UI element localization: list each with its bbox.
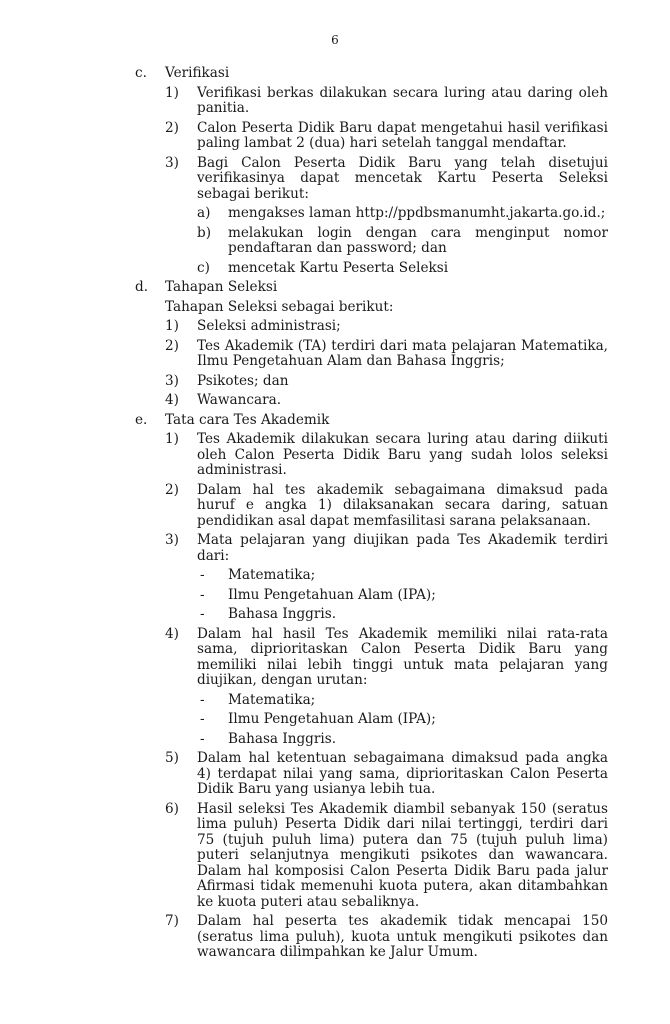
item-text: Seleksi administrasi;: [197, 318, 341, 334]
dash-item-text: Bahasa Inggris.: [228, 730, 337, 747]
item-number: 1): [165, 84, 179, 101]
section-title: Tahapan Seleksi: [165, 279, 278, 295]
section-title: Verifikasi: [165, 65, 230, 81]
section-d: [0, 280, 670, 409]
sub-item: [0, 226, 608, 257]
list-item: [0, 802, 608, 911]
item-text: Psikotes; dan: [197, 372, 289, 389]
item-number: 2): [165, 337, 179, 354]
item-number: 7): [165, 913, 179, 929]
item-number: 4): [165, 625, 179, 642]
item-text: Dalam hal ketentuan sebagaimana dimaksud pada angka 4) terdapat nilai yang sama, diprioritaskan Calon Peserta Didik Baru yang usianya lebih tua.: [197, 750, 608, 797]
dash-item-text: Ilmu Pengetahuan Alam (IPA);: [228, 711, 436, 727]
dash-mark: -: [200, 711, 205, 727]
item-text: Mata pelajaran yang diujikan pada Tes Akademik terdiri dari:: [197, 532, 608, 564]
item-text: Calon Peserta Didik Baru dapat mengetahui hasil verifikasi paling lambat 2 (dua) hari setelah tanggal mendaftar.: [197, 119, 608, 151]
list-item: [0, 533, 608, 564]
section-intro: Tahapan Seleksi sebagai berikut:: [165, 298, 394, 315]
dash-item: [0, 732, 608, 748]
dash-item-text: Bahasa Inggris.: [228, 606, 337, 622]
dash-mark: -: [200, 606, 205, 622]
item-text: Hasil seleksi Tes Akademik diambil sebanyak 150 (seratus lima puluh) Peserta Didik dari nilai tertinggi, terdiri dari 75 (tujuh puluh lima) putera dan 75 (tujuh puluh lima) puteri selanjutnya mengikuti psikotes dan wawancara. Dalam hal komposisi Calon Peserta Didik Baru pada jalur Afirmasi tidak memenuhi kuota putera, akan ditambahkan ke kuota puteri atau sebaliknya.: [197, 800, 608, 910]
document-body: [0, 66, 670, 965]
sub-item-text: mencetak Kartu Peserta Seleksi: [228, 259, 449, 276]
item-text: Tes Akademik dilakukan secara luring atau daring diikuti oleh Calon Peserta Didik Baru yang sudah lolos seleksi administrasi.: [197, 431, 608, 478]
section-letter: e.: [135, 411, 148, 428]
sub-item-text: mengakses laman http://ppdbsmanumht.jakarta.go.id.;: [228, 205, 606, 221]
dash-item: [0, 607, 608, 623]
section-letter: c.: [135, 65, 147, 81]
dash-item-text: Ilmu Pengetahuan Alam (IPA);: [228, 586, 436, 603]
item-text: Dalam hal tes akademik sebagaimana dimaksud pada huruf e angka 1) dilaksanakan secara daring, satuan pendidikan asal dapat memfasilitasi sarana pelaksanaan.: [197, 481, 608, 529]
dash-mark: -: [200, 691, 205, 708]
dash-mark: -: [200, 586, 205, 603]
sub-item-text: melakukan login dengan cara menginput nomor pendaftaran dan password; dan: [228, 224, 608, 256]
list-item: [0, 914, 608, 961]
list-item: [0, 339, 608, 370]
list-item: [0, 627, 608, 689]
list-item: [0, 432, 608, 479]
item-number: 6): [165, 800, 179, 817]
section-heading: [0, 413, 670, 429]
dash-item-text: Matematika;: [228, 567, 316, 583]
item-number: 3): [165, 154, 179, 171]
item-number: 1): [165, 431, 179, 447]
sub-item-mark: a): [197, 205, 211, 221]
item-number: 1): [165, 318, 179, 334]
dash-item: [0, 588, 608, 604]
list-item: [0, 483, 608, 530]
dash-mark: -: [200, 730, 205, 747]
item-number: 5): [165, 750, 179, 766]
item-number: 3): [165, 532, 179, 548]
dash-item: [0, 712, 608, 728]
dash-item: [0, 693, 608, 709]
list-item: [0, 319, 608, 335]
item-number: 2): [165, 481, 179, 498]
sub-item-mark: c): [197, 259, 210, 276]
sub-item-mark: b): [197, 224, 212, 241]
sub-item: [0, 206, 608, 222]
dash-item: [0, 568, 608, 584]
list-item: [0, 374, 608, 390]
list-item: [0, 393, 608, 409]
item-text: Dalam hal peserta tes akademik tidak mencapai 150 (seratus lima puluh), kuota untuk mengikuti psikotes dan wawancara dilimpahkan ke Jalur Umum.: [197, 913, 608, 960]
section-title: Tata cara Tes Akademik: [165, 411, 330, 428]
item-number: 3): [165, 372, 179, 389]
list-item: [0, 751, 608, 798]
page-number: 6: [331, 33, 339, 47]
item-number: 4): [165, 392, 179, 408]
item-text: Verifikasi berkas dilakukan secara luring atau daring oleh panitia.: [197, 84, 608, 116]
list-item: [0, 121, 608, 152]
section-letter: d.: [135, 279, 149, 295]
item-text: Dalam hal hasil Tes Akademik memiliki nilai rata-rata sama, diprioritaskan Calon Peserta Didik Baru yang memiliki nilai lebih tinggi untuk mata pelajaran yang diujikan, dengan urutan:: [197, 625, 608, 688]
section-heading: [0, 66, 670, 82]
section-heading: [0, 280, 670, 296]
item-number: 2): [165, 119, 179, 136]
item-text: Bagi Calon Peserta Didik Baru yang telah disetujui verifikasinya dapat mencetak Kartu Peserta Seleksi sebagai berikut:: [197, 154, 608, 202]
list-item: [0, 86, 608, 117]
dash-mark: -: [200, 567, 205, 583]
sub-item: [0, 261, 608, 277]
list-item: [0, 156, 608, 203]
section-c: [0, 66, 670, 276]
item-text: Wawancara.: [197, 392, 282, 408]
section-e: [0, 413, 670, 961]
dash-item-text: Matematika;: [228, 691, 316, 708]
item-text: Tes Akademik (TA) terdiri dari mata pelajaran Matematika, Ilmu Pengetahuan Alam dan Bahasa Inggris;: [197, 337, 608, 369]
